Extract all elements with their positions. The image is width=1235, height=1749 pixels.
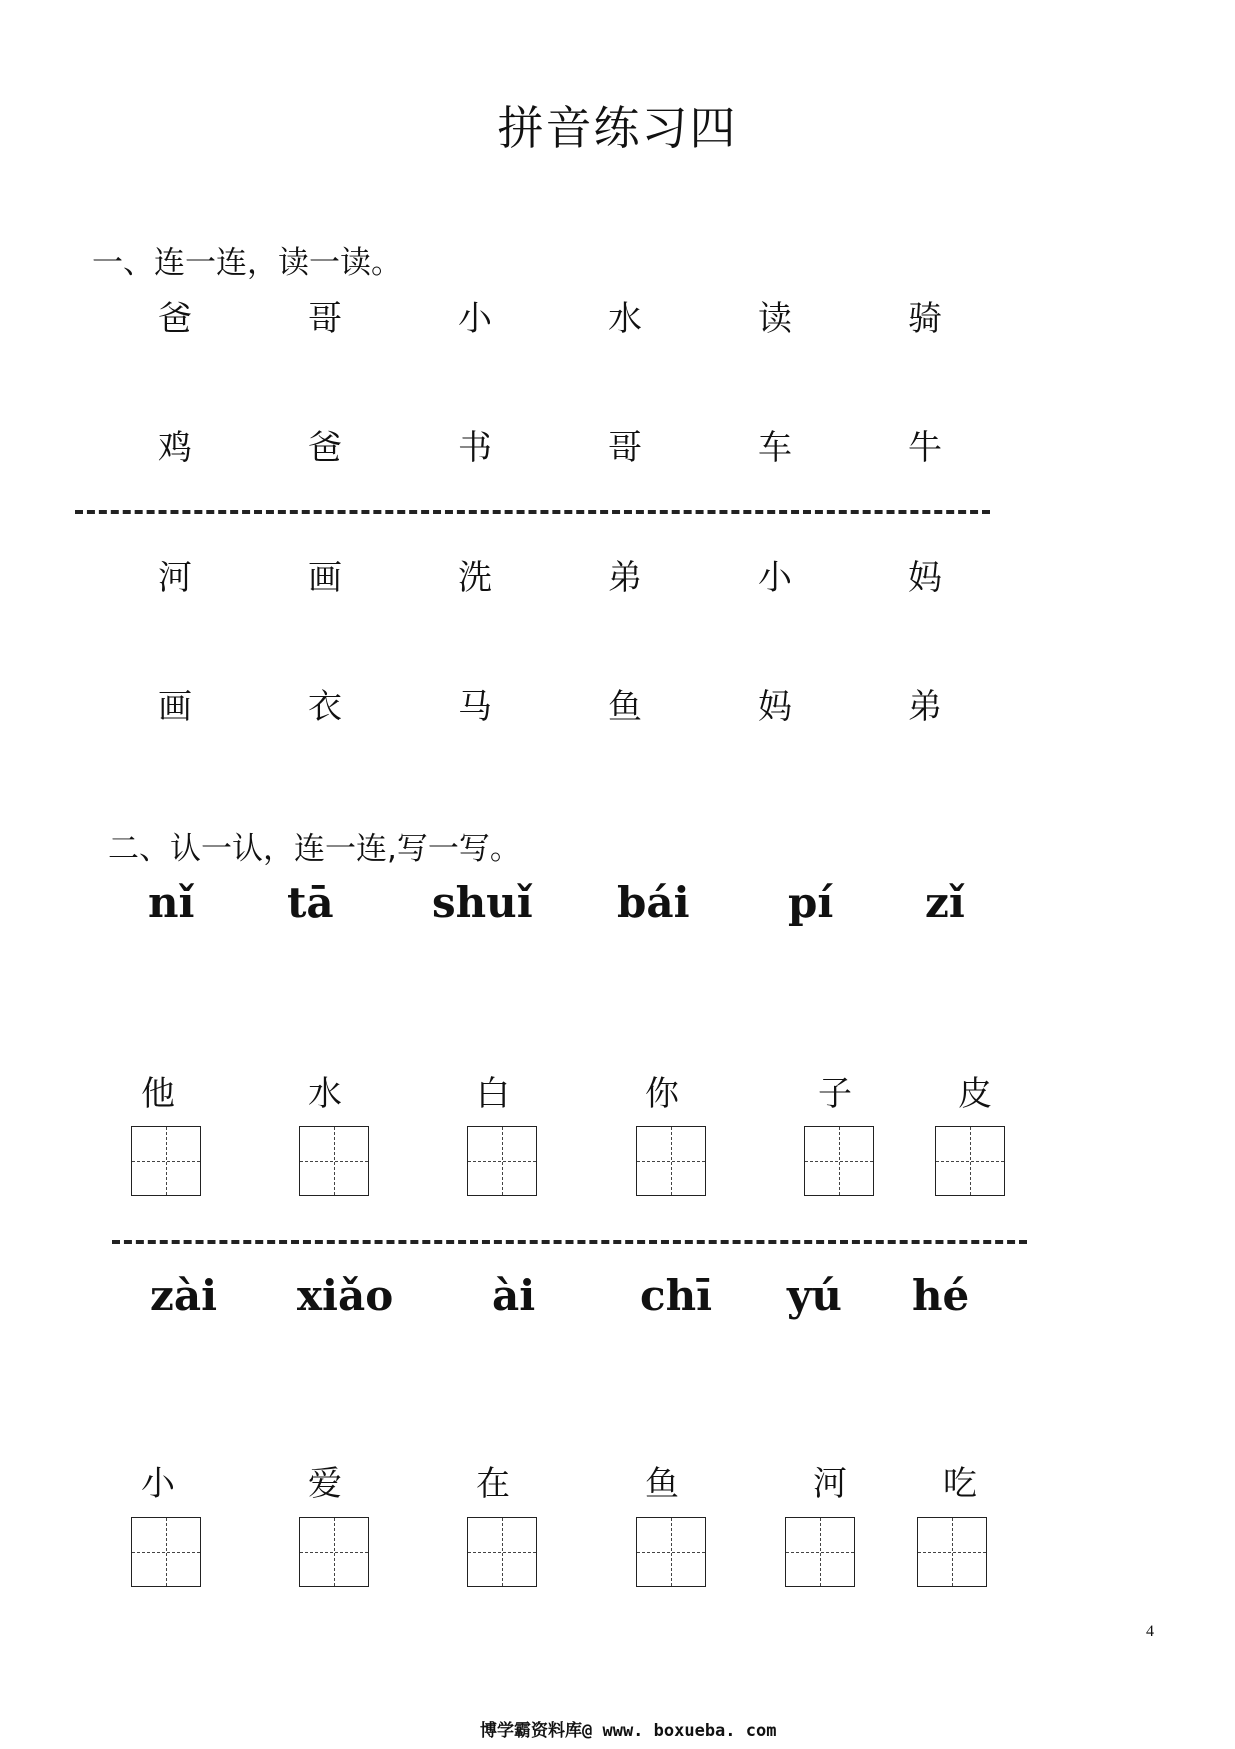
writing-grid-box[interactable] bbox=[467, 1517, 537, 1587]
pinyin-word: ài bbox=[492, 1271, 536, 1320]
footer-watermark: 博学霸资料库@ www. boxueba. com bbox=[480, 1721, 777, 1741]
grid-guide-vertical bbox=[166, 1127, 167, 1195]
hanzi-character: 皮 bbox=[958, 1074, 992, 1114]
pinyin-word: hé bbox=[912, 1271, 970, 1320]
writing-grid-box[interactable] bbox=[636, 1517, 706, 1587]
grid-guide-vertical bbox=[820, 1518, 821, 1586]
writing-grid-box[interactable] bbox=[299, 1517, 369, 1587]
section1-row4-char: 鱼 bbox=[608, 687, 642, 727]
pinyin-word: yú bbox=[787, 1271, 842, 1320]
section1-row4-char: 衣 bbox=[308, 687, 342, 727]
hanzi-character: 小 bbox=[141, 1464, 175, 1504]
pinyin-word: bái bbox=[617, 878, 690, 927]
hanzi-character: 他 bbox=[141, 1074, 175, 1114]
pinyin-word: zài bbox=[150, 1271, 218, 1320]
section1-row1-char: 读 bbox=[758, 299, 792, 339]
writing-grid-box[interactable] bbox=[467, 1126, 537, 1196]
writing-grid-box[interactable] bbox=[636, 1126, 706, 1196]
hanzi-character: 你 bbox=[645, 1074, 679, 1114]
writing-grid-box[interactable] bbox=[804, 1126, 874, 1196]
section1-row4-char: 弟 bbox=[908, 687, 942, 727]
pinyin-word: chī bbox=[640, 1271, 713, 1320]
grid-guide-vertical bbox=[166, 1518, 167, 1586]
page-title: 拼音练习四 bbox=[497, 101, 738, 155]
section1-row3-char: 洗 bbox=[458, 558, 492, 598]
section2-heading: 二、认一认，连一连,写一写。 bbox=[108, 831, 521, 867]
section1-row2-char: 牛 bbox=[908, 428, 942, 468]
grid-guide-vertical bbox=[952, 1518, 953, 1586]
pinyin-word: tā bbox=[287, 878, 334, 927]
section1-row2-char: 书 bbox=[458, 428, 492, 468]
section-divider-2 bbox=[112, 1240, 1027, 1244]
section1-row2-char: 车 bbox=[758, 428, 792, 468]
section1-row4-char: 妈 bbox=[758, 687, 792, 727]
section1-row2-char: 爸 bbox=[308, 428, 342, 468]
section1-heading: 一、连一连，读一读。 bbox=[92, 245, 402, 281]
pinyin-word: nǐ bbox=[148, 878, 195, 927]
grid-guide-vertical bbox=[502, 1127, 503, 1195]
grid-guide-vertical bbox=[839, 1127, 840, 1195]
hanzi-character: 鱼 bbox=[645, 1464, 679, 1504]
writing-grid-box[interactable] bbox=[935, 1126, 1005, 1196]
hanzi-character: 在 bbox=[476, 1464, 510, 1504]
section1-row1-char: 爸 bbox=[158, 299, 192, 339]
section1-row1-char: 哥 bbox=[308, 299, 342, 339]
writing-grid-box[interactable] bbox=[131, 1517, 201, 1587]
section1-row3-char: 小 bbox=[758, 558, 792, 598]
section1-row4-char: 马 bbox=[458, 687, 492, 727]
page-number: 4 bbox=[1146, 1623, 1154, 1640]
grid-guide-vertical bbox=[970, 1127, 971, 1195]
grid-guide-vertical bbox=[502, 1518, 503, 1586]
hanzi-character: 吃 bbox=[943, 1464, 977, 1504]
pinyin-word: shuǐ bbox=[432, 878, 533, 927]
pinyin-word: zǐ bbox=[925, 878, 965, 927]
hanzi-character: 爱 bbox=[308, 1464, 342, 1504]
hanzi-character: 河 bbox=[813, 1464, 847, 1504]
section1-row3-char: 弟 bbox=[608, 558, 642, 598]
section1-row2-char: 鸡 bbox=[158, 428, 192, 468]
grid-guide-vertical bbox=[671, 1518, 672, 1586]
section1-row1-char: 水 bbox=[608, 299, 642, 339]
section1-row3-char: 画 bbox=[308, 558, 342, 598]
pinyin-word: pí bbox=[788, 878, 834, 927]
section-divider-1 bbox=[75, 510, 990, 514]
writing-grid-box[interactable] bbox=[299, 1126, 369, 1196]
grid-guide-vertical bbox=[671, 1127, 672, 1195]
grid-guide-vertical bbox=[334, 1127, 335, 1195]
grid-guide-vertical bbox=[334, 1518, 335, 1586]
section1-row3-char: 妈 bbox=[908, 558, 942, 598]
hanzi-character: 白 bbox=[476, 1074, 510, 1114]
section1-row2-char: 哥 bbox=[608, 428, 642, 468]
writing-grid-box[interactable] bbox=[131, 1126, 201, 1196]
hanzi-character: 水 bbox=[308, 1074, 342, 1114]
section1-row1-char: 小 bbox=[458, 299, 492, 339]
pinyin-word: xiǎo bbox=[297, 1271, 394, 1320]
section1-row4-char: 画 bbox=[158, 687, 192, 727]
writing-grid-box[interactable] bbox=[917, 1517, 987, 1587]
section1-row1-char: 骑 bbox=[908, 299, 942, 339]
writing-grid-box[interactable] bbox=[785, 1517, 855, 1587]
hanzi-character: 子 bbox=[818, 1074, 852, 1114]
section1-row3-char: 河 bbox=[158, 558, 192, 598]
